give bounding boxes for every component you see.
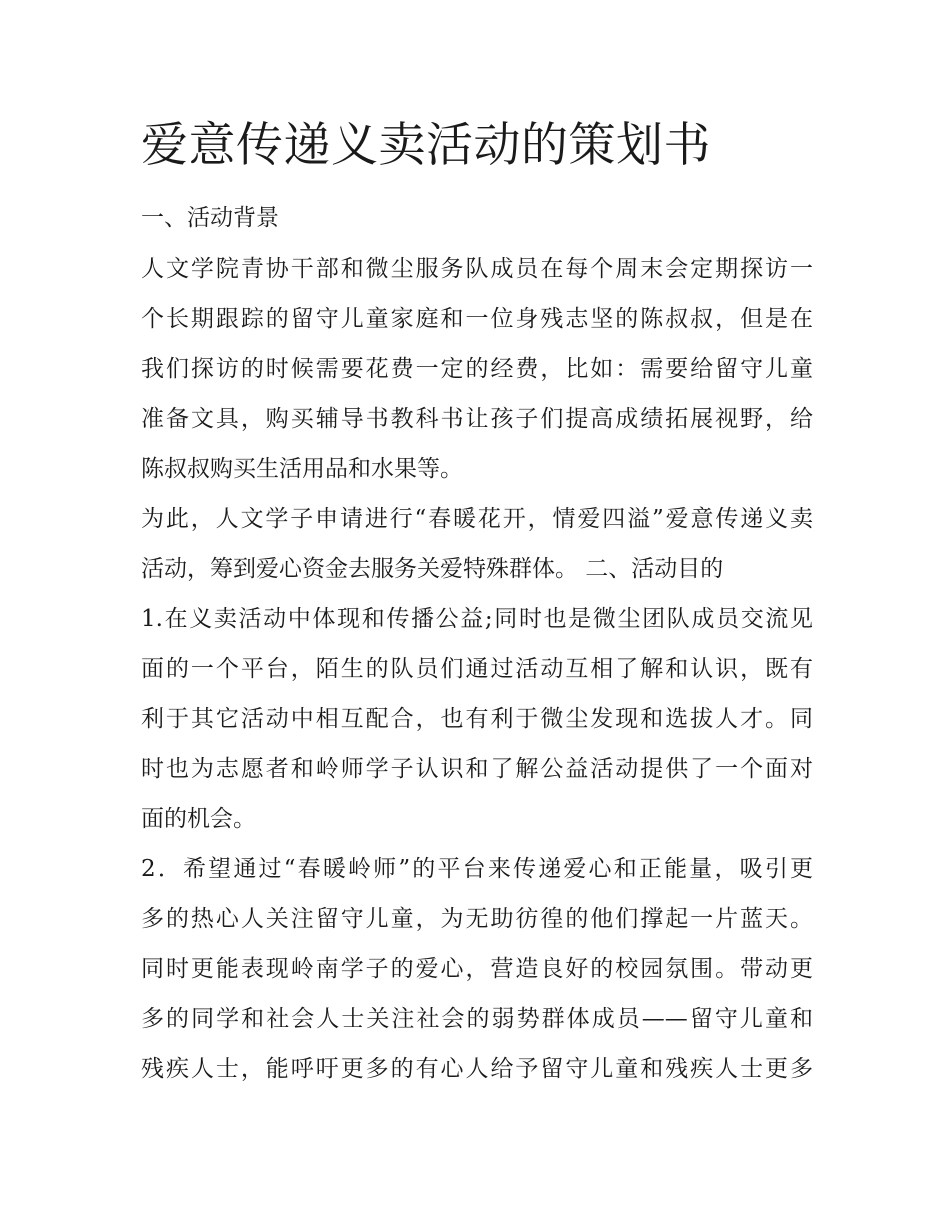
text-line: 2．希望通过“春暖岭师”的平台来传递爱心和正能量，吸引更 (141, 856, 813, 882)
text-line: 多的同学和社会人士关注社会的弱势群体成员——留守儿童和 (141, 1006, 813, 1032)
text-line: 为此，人文学子申请进行“春暖花开，情爱四溢”爱意传递义卖 (141, 506, 813, 532)
text-line: 面的机会。 (141, 806, 256, 832)
text-line: 同时更能表现岭南学子的爱心，营造良好的校园氛围。带动更 (141, 956, 813, 982)
section-heading-background: 一、活动背景 (141, 205, 279, 231)
text-line: 陈叔叔购买生活用品和水果等。 (141, 456, 463, 482)
text-line: 1.在义卖活动中体现和传播公益;同时也是微尘团队成员交流见 (141, 606, 813, 632)
text-line: 时也为志愿者和岭师学子认识和了解公益活动提供了一个面对 (141, 756, 813, 782)
document-title: 爱意传递义卖活动的策划书 (141, 118, 711, 173)
text-line: 我们探访的时候需要花费一定的经费，比如：需要给留守儿童 (141, 356, 813, 382)
text-line: 人文学院青协干部和微尘服务队成员在每个周末会定期探访一 (141, 256, 813, 282)
paragraph-application (141, 494, 813, 594)
document-body (141, 112, 813, 1094)
text-line: 个长期跟踪的留守儿童家庭和一位身残志坚的陈叔叔，但是在 (141, 306, 813, 332)
text-line: 准备文具，购买辅导书教科书让孩子们提高成绩拓展视野，给 (141, 406, 813, 432)
paragraph-purpose-2 (141, 844, 813, 1094)
text-line: 利于其它活动中相互配合，也有利于微尘发现和选拔人才。同 (141, 706, 813, 732)
text-line: 面的一个平台，陌生的队员们通过活动互相了解和认识，既有 (141, 656, 813, 682)
paragraph-purpose-1 (141, 594, 813, 844)
paragraph-background (141, 244, 813, 494)
text-line: 活动，筹到爱心资金去服务关爱特殊群体。 二、活动目的 (141, 556, 724, 582)
text-line: 残疾人士，能呼吁更多的有心人给予留守儿童和残疾人士更多 (141, 1056, 813, 1082)
text-line: 多的热心人关注留守儿童，为无助彷徨的他们撑起一片蓝天。 (141, 906, 813, 932)
